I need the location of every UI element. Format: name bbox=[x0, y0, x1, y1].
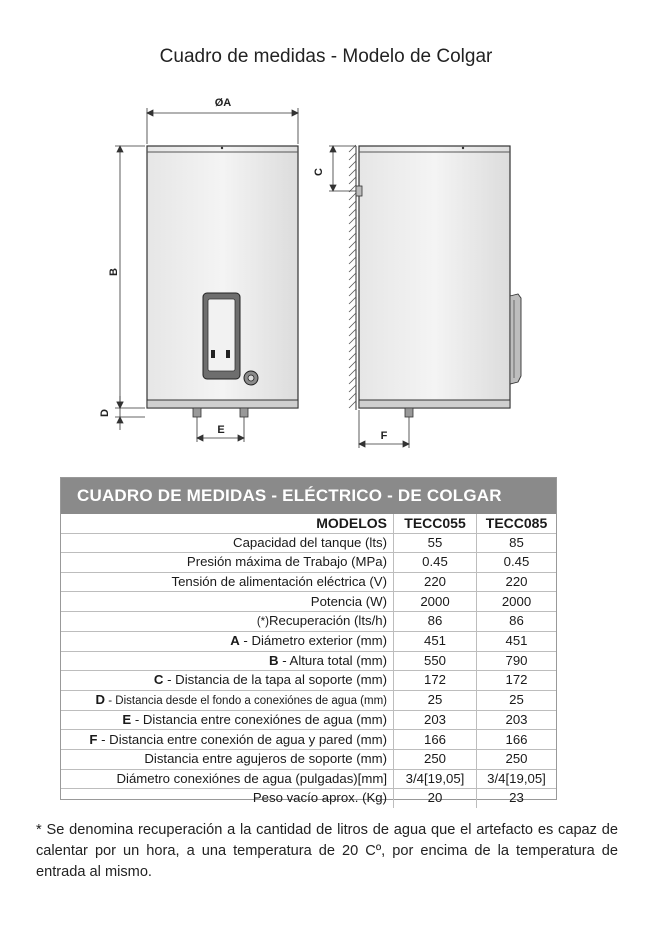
row-value-2: 86 bbox=[477, 611, 557, 631]
row-value-1: 55 bbox=[394, 533, 477, 553]
table-row bbox=[61, 671, 556, 691]
specs-table bbox=[61, 514, 556, 808]
row-key: B bbox=[269, 652, 279, 668]
row-value-2: 220 bbox=[477, 572, 557, 592]
diagram-title: Cuadro de medidas - Modelo de Colgar bbox=[159, 46, 493, 67]
label-e: E bbox=[217, 424, 225, 436]
row-label: - Distancia entre conexiónes de agua (mm) bbox=[131, 712, 387, 728]
row-value-2: 0.45 bbox=[477, 553, 557, 573]
dimension-c bbox=[329, 146, 356, 191]
row-value-2: 790 bbox=[477, 651, 557, 671]
row-value-1: 451 bbox=[394, 631, 477, 651]
row-value-1: 172 bbox=[394, 671, 477, 691]
side-view bbox=[356, 146, 521, 417]
table-row bbox=[61, 631, 556, 651]
water-outlet-pipe bbox=[240, 408, 248, 417]
dimension-f bbox=[359, 410, 409, 448]
row-value-2: 25 bbox=[477, 690, 557, 710]
label-d: D bbox=[99, 409, 111, 417]
row-key: (*) bbox=[256, 615, 269, 628]
table-row bbox=[61, 789, 556, 808]
row-value-2: 85 bbox=[477, 533, 557, 553]
row-value-1: 166 bbox=[394, 730, 477, 750]
dimension-a bbox=[147, 108, 298, 144]
table-row bbox=[61, 592, 556, 612]
row-key: C bbox=[153, 672, 164, 688]
wall bbox=[349, 145, 356, 410]
side-control-panel bbox=[510, 294, 521, 384]
row-label: Recuperación (lts/h) bbox=[268, 612, 387, 628]
row-value-2: 451 bbox=[477, 631, 557, 651]
row-label: - Distancia desde el fondo a conexiónes de agua (mm) bbox=[105, 694, 387, 707]
side-tank-body bbox=[359, 146, 510, 408]
row-value-2: 3/4[19,05] bbox=[477, 769, 557, 789]
dimension-b bbox=[115, 146, 145, 408]
row-label: Peso vacío aprox. (Kg) bbox=[252, 790, 387, 806]
models-label: MODELOS bbox=[61, 514, 394, 533]
table-row bbox=[61, 572, 556, 592]
model-1-name: TECC055 bbox=[394, 514, 477, 533]
table-row bbox=[61, 769, 556, 789]
front-tank-base bbox=[147, 400, 298, 408]
table-row bbox=[61, 710, 556, 730]
row-label: Tensión de alimentación eléctrica (V) bbox=[171, 574, 387, 590]
label-b: B bbox=[108, 268, 120, 276]
row-label: Capacidad del tanque (lts) bbox=[233, 534, 387, 550]
row-label: - Altura total (mm) bbox=[278, 652, 387, 668]
label-f: F bbox=[380, 430, 388, 442]
row-label: Diámetro conexiónes de agua (pulgadas)[mm] bbox=[116, 770, 387, 786]
row-label: Presión máxima de Trabajo (MPa) bbox=[186, 554, 387, 570]
row-key: A bbox=[230, 633, 240, 649]
row-value-1: 220 bbox=[394, 572, 477, 592]
row-value-2: 2000 bbox=[477, 592, 557, 612]
row-value-1: 0.45 bbox=[394, 553, 477, 573]
label-c: C bbox=[313, 168, 325, 176]
wall-bracket bbox=[356, 186, 362, 196]
model-2-name: TECC085 bbox=[477, 514, 557, 533]
label-a: ØA bbox=[214, 97, 232, 109]
table-row bbox=[61, 749, 556, 769]
table-title: CUADRO DE MEDIDAS - ELÉCTRICO - DE COLGAR bbox=[61, 478, 556, 514]
row-value-2: 250 bbox=[477, 749, 557, 769]
table-row bbox=[61, 651, 556, 671]
row-value-1: 550 bbox=[394, 651, 477, 671]
row-key: E bbox=[122, 712, 132, 728]
row-value-1: 2000 bbox=[394, 592, 477, 612]
row-label: - Distancia entre conexión de agua y pared (mm) bbox=[97, 731, 387, 747]
water-inlet-pipe bbox=[193, 408, 201, 417]
row-value-1: 86 bbox=[394, 611, 477, 631]
table-row bbox=[61, 730, 556, 750]
table-row bbox=[61, 611, 556, 631]
row-key: F bbox=[89, 731, 98, 747]
table-row bbox=[61, 533, 556, 553]
row-value-1: 20 bbox=[394, 789, 477, 808]
row-value-2: 23 bbox=[477, 789, 557, 808]
row-value-1: 3/4[19,05] bbox=[394, 769, 477, 789]
table-row bbox=[61, 690, 556, 710]
row-label: Distancia entre agujeros de soporte (mm) bbox=[144, 751, 387, 767]
table-header-row bbox=[61, 514, 556, 533]
row-value-2: 166 bbox=[477, 730, 557, 750]
row-value-1: 25 bbox=[394, 690, 477, 710]
row-label: - Diámetro exterior (mm) bbox=[239, 633, 387, 649]
row-value-1: 203 bbox=[394, 710, 477, 730]
front-view bbox=[147, 146, 298, 417]
row-value-2: 203 bbox=[477, 710, 557, 730]
row-label: Potencia (W) bbox=[310, 593, 387, 609]
table-row bbox=[61, 553, 556, 573]
measurements-table bbox=[60, 477, 557, 806]
row-value-1: 250 bbox=[394, 749, 477, 769]
dimension-d bbox=[115, 396, 145, 430]
row-label: - Distancia de la tapa al soporte (mm) bbox=[163, 672, 387, 688]
row-key: D bbox=[95, 691, 106, 707]
row-value-2: 172 bbox=[477, 671, 557, 691]
footnote: * Se denomina recuperación a la cantidad de litros de agua que el artefacto es capaz de calentar por un hora, a una temperatura de 20 Cº, por encima de la temperatura de entrada al mismo. bbox=[36, 822, 618, 880]
